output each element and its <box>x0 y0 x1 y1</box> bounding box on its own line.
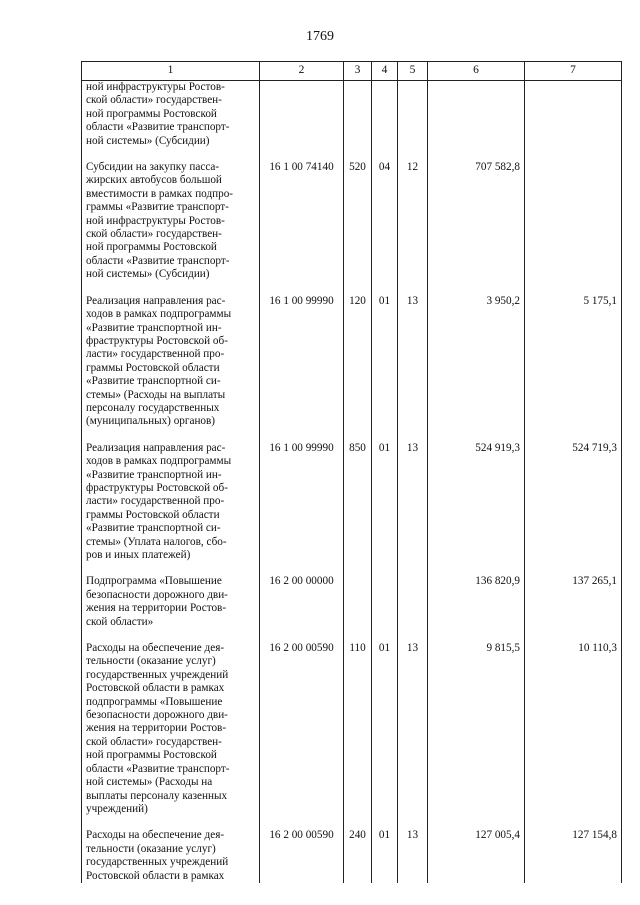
description-line: ской области» государствен- <box>86 735 222 748</box>
spacer-cell <box>428 816 525 829</box>
section-cell: 04 <box>372 161 398 282</box>
column-header: 1 <box>82 62 260 81</box>
amount-year2-cell: 137 265,1 <box>525 575 622 629</box>
subsection-cell: 13 <box>398 829 428 883</box>
description-line: граммы «Развитие транспорт- <box>86 201 229 214</box>
description-line: Ростовской области в рамках <box>86 682 225 695</box>
row-spacer <box>82 429 622 442</box>
spacer-cell <box>398 282 428 295</box>
budget-code-cell: 16 1 00 74140 <box>260 161 344 282</box>
spacer-cell <box>398 629 428 642</box>
spacer-cell <box>260 562 344 575</box>
description-line: ской области» <box>86 615 154 628</box>
section-cell <box>372 575 398 629</box>
spacer-cell <box>525 629 622 642</box>
description-line: государственных учреждений <box>86 668 229 681</box>
description-line: жения на территории Ростов- <box>86 722 227 735</box>
column-header: 4 <box>372 62 398 81</box>
description-line: Реализация направления рас- <box>86 294 226 307</box>
spacer-cell <box>398 562 428 575</box>
spacer-cell <box>398 148 428 161</box>
description-line: ной системы» (Субсидии) <box>86 268 210 281</box>
description-cell <box>82 575 260 629</box>
budget-code-cell <box>260 81 344 149</box>
spacer-cell <box>344 429 372 442</box>
description-cell <box>82 642 260 816</box>
amount-year1-cell: 524 919,3 <box>428 442 525 563</box>
page-number: 1769 <box>306 29 334 44</box>
column-header: 6 <box>428 62 525 81</box>
description-line: жения на территории Ростов- <box>86 602 227 615</box>
amount-year1-cell: 707 582,8 <box>428 161 525 282</box>
spacer-cell <box>82 562 260 575</box>
spacer-cell <box>372 562 398 575</box>
description-line: ной программы Ростовской <box>86 241 217 254</box>
subsection-cell: 13 <box>398 642 428 816</box>
spacer-cell <box>428 562 525 575</box>
spacer-cell <box>260 282 344 295</box>
amount-year2-cell: 127 154,8 <box>525 829 622 883</box>
spacer-cell <box>428 148 525 161</box>
spacer-cell <box>372 629 398 642</box>
description-line: Ростовской области в рамках <box>86 869 225 882</box>
description-line: ной инфраструктуры Ростов- <box>86 214 225 227</box>
spacer-cell <box>525 148 622 161</box>
description-line: ласти» государственной про- <box>86 495 225 508</box>
spacer-cell <box>82 629 260 642</box>
table-row <box>82 295 622 429</box>
amount-year2-cell: 5 175,1 <box>525 295 622 429</box>
budget-code-cell: 16 2 00 00000 <box>260 575 344 629</box>
description-line: граммы Ростовской области <box>86 361 220 374</box>
subsection-cell: 12 <box>398 161 428 282</box>
table-row <box>82 442 622 563</box>
spacer-cell <box>525 282 622 295</box>
row-spacer <box>82 562 622 575</box>
budget-code-cell: 16 1 00 99990 <box>260 442 344 563</box>
spacer-cell <box>344 562 372 575</box>
description-line: (муниципальных) органов) <box>86 415 216 428</box>
section-cell <box>372 81 398 149</box>
column-number-row <box>82 62 622 81</box>
description-line: ласти» государственной про- <box>86 348 225 361</box>
description-line: фраструктуры Ростовской об- <box>86 334 228 347</box>
description-line: безопасности дорожного дви- <box>86 709 228 722</box>
description-line: ной инфраструктуры Ростов- <box>86 81 225 93</box>
row-spacer <box>82 816 622 829</box>
description-line: безопасности дорожного дви- <box>86 588 228 601</box>
description-line: ной программы Ростовской <box>86 749 217 762</box>
description-line: Реализация направления рас- <box>86 441 226 454</box>
table-row <box>82 575 622 629</box>
subsection-cell: 13 <box>398 442 428 563</box>
description-line: граммы Ростовской области <box>86 508 220 521</box>
table-row <box>82 642 622 816</box>
budget-code-cell: 16 1 00 99990 <box>260 295 344 429</box>
description-line: ров и иных платежей) <box>86 549 191 561</box>
amount-year1-cell: 3 950,2 <box>428 295 525 429</box>
spacer-cell <box>372 148 398 161</box>
spacer-cell <box>428 629 525 642</box>
budget-code-cell: 16 2 00 00590 <box>260 829 344 883</box>
description-line: учреждений) <box>86 802 148 815</box>
amount-year2-cell: 524 719,3 <box>525 442 622 563</box>
section-cell: 01 <box>372 642 398 816</box>
column-header: 5 <box>398 62 428 81</box>
spacer-cell <box>344 282 372 295</box>
expense-type-cell <box>344 575 372 629</box>
spacer-cell <box>372 282 398 295</box>
description-line: Подпрограмма «Повышение <box>86 575 222 588</box>
amount-year2-cell <box>525 81 622 149</box>
row-spacer <box>82 282 622 295</box>
section-cell: 01 <box>372 442 398 563</box>
spacer-cell <box>428 282 525 295</box>
expense-type-cell: 520 <box>344 161 372 282</box>
spacer-cell <box>260 629 344 642</box>
column-header: 2 <box>260 62 344 81</box>
description-line: «Развитие транспортной ин- <box>86 321 222 334</box>
expense-type-cell: 850 <box>344 442 372 563</box>
amount-year2-cell: 10 110,3 <box>525 642 622 816</box>
amount-year1-cell: 127 005,4 <box>428 829 525 883</box>
description-line: жирских автобусов большой <box>86 174 222 187</box>
description-cell <box>82 442 260 563</box>
column-header: 3 <box>344 62 372 81</box>
table-row <box>82 161 622 282</box>
spacer-cell <box>372 429 398 442</box>
description-line: области «Развитие транспорт- <box>86 762 230 775</box>
description-line: области «Развитие транспорт- <box>86 254 230 267</box>
expense-type-cell: 120 <box>344 295 372 429</box>
spacer-cell <box>372 816 398 829</box>
spacer-cell <box>82 816 260 829</box>
description-line: Расходы на обеспечение дея- <box>86 642 225 655</box>
spacer-cell <box>260 429 344 442</box>
spacer-cell <box>525 816 622 829</box>
spacer-cell <box>260 816 344 829</box>
amount-year2-cell <box>525 161 622 282</box>
spacer-cell <box>344 816 372 829</box>
description-cell <box>82 161 260 282</box>
spacer-cell <box>344 148 372 161</box>
amount-year1-cell: 136 820,9 <box>428 575 525 629</box>
table-row <box>82 81 622 149</box>
description-line: ной системы» (Субсидии) <box>86 134 210 147</box>
expense-type-cell: 110 <box>344 642 372 816</box>
description-cell <box>82 829 260 883</box>
description-line: ходов в рамках подпрограммы <box>86 455 232 468</box>
budget-code-cell: 16 2 00 00590 <box>260 642 344 816</box>
expense-type-cell: 240 <box>344 829 372 883</box>
description-cell <box>82 295 260 429</box>
spacer-cell <box>344 629 372 642</box>
subsection-cell: 13 <box>398 295 428 429</box>
row-spacer <box>82 629 622 642</box>
description-line: ходов в рамках подпрограммы <box>86 308 232 321</box>
table-body <box>82 81 622 883</box>
section-cell: 01 <box>372 295 398 429</box>
expense-type-cell <box>344 81 372 149</box>
spacer-cell <box>525 429 622 442</box>
spacer-cell <box>428 429 525 442</box>
description-line: тельности (оказание услуг) <box>86 655 216 668</box>
budget-table <box>81 61 622 883</box>
description-line: области «Развитие транспорт- <box>86 121 230 134</box>
description-line: подпрограммы «Повышение <box>86 695 223 708</box>
description-line: ской области» государствен- <box>86 228 222 241</box>
description-line: стемы» (Расходы на выплаты <box>86 388 226 401</box>
spacer-cell <box>82 282 260 295</box>
amount-year1-cell <box>428 81 525 149</box>
description-line: стемы» (Уплата налогов, сбо- <box>86 535 227 548</box>
spacer-cell <box>398 429 428 442</box>
description-line: персоналу государственных <box>86 401 220 414</box>
column-header: 7 <box>525 62 622 81</box>
description-line: государственных учреждений <box>86 856 229 869</box>
section-cell: 01 <box>372 829 398 883</box>
subsection-cell <box>398 81 428 149</box>
description-line: ской области» государствен- <box>86 94 222 107</box>
description-line: «Развитие транспортной ин- <box>86 468 222 481</box>
description-line: Субсидии на закупку пасса- <box>86 161 220 174</box>
spacer-cell <box>82 148 260 161</box>
table-row <box>82 829 622 883</box>
description-cell <box>82 81 260 149</box>
description-line: «Развитие транспортной си- <box>86 375 221 388</box>
description-line: вместимости в рамках подпро- <box>86 187 234 200</box>
description-line: «Развитие транспортной си- <box>86 522 221 535</box>
description-line: ной программы Ростовской <box>86 107 217 120</box>
spacer-cell <box>82 429 260 442</box>
spacer-cell <box>525 562 622 575</box>
description-line: выплаты персоналу казенных <box>86 789 228 802</box>
subsection-cell <box>398 575 428 629</box>
description-line: ной системы» (Расходы на <box>86 776 213 789</box>
description-line: фраструктуры Ростовской об- <box>86 481 228 494</box>
row-spacer <box>82 148 622 161</box>
description-line: Расходы на обеспечение дея- <box>86 829 225 842</box>
description-line: тельности (оказание услуг) <box>86 842 216 855</box>
spacer-cell <box>398 816 428 829</box>
spacer-cell <box>260 148 344 161</box>
amount-year1-cell: 9 815,5 <box>428 642 525 816</box>
